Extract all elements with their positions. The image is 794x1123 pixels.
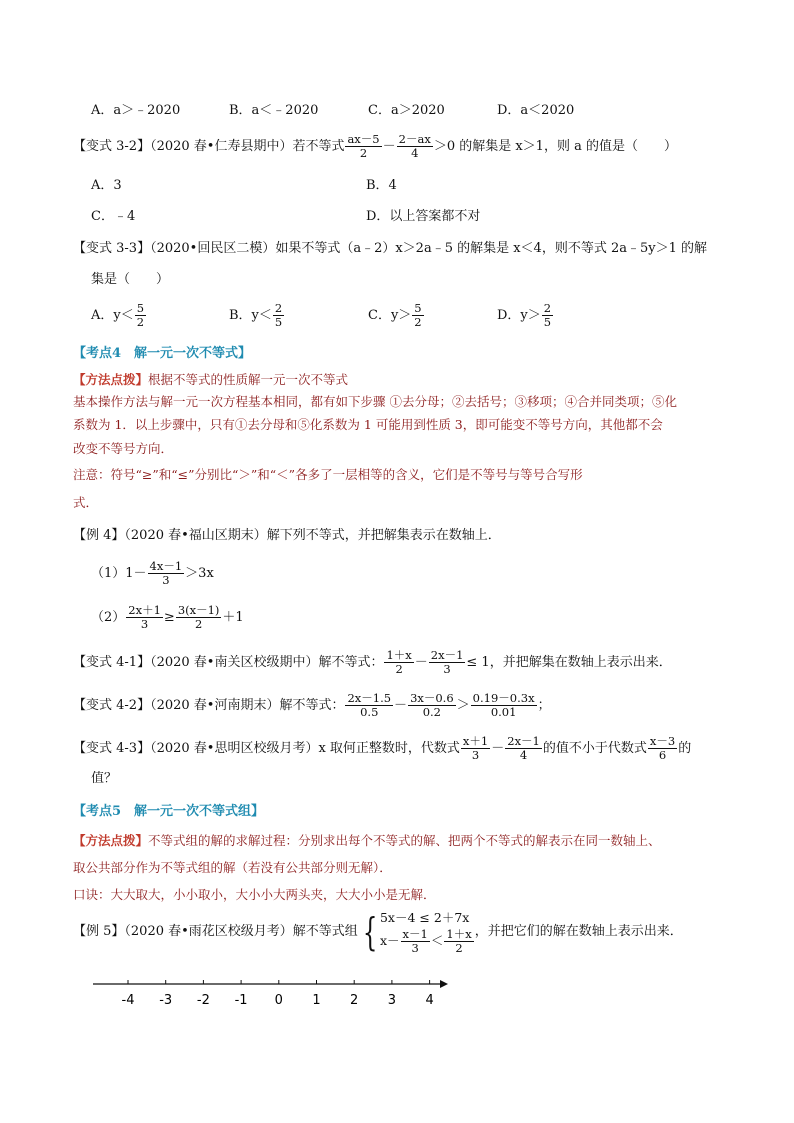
- tick-label: 1: [312, 993, 321, 1008]
- tick-label: 4: [425, 993, 434, 1008]
- option-b: B．a＜﹣2020: [229, 103, 319, 118]
- method-note-cont: 式．: [73, 495, 99, 510]
- q3-3-option-c: C．y＞ $\frac{5}{2}$: [368, 301, 422, 329]
- question-4-1: 【变式 4-1】（2020 春•南关区校级期中）解不等式： $\frac{1+x}{2}$ － $\frac{2x-1}{3}$ ≤ 1，并把解集在数轴上表示出来．: [73, 648, 672, 676]
- method-5-mnemonic: 口诀：大大取大，小小取小，大小小大两头夹，大大小小是无解．: [73, 887, 436, 902]
- method-tip-4: 【方法点拨】根据不等式的性质解一元一次不等式: [73, 372, 349, 387]
- method-5-line-2: 取公共部分作为不等式组的解（若没有公共部分则无解）．: [73, 860, 392, 875]
- q3-3-option-b: B．y＜ $\frac{2}{5}$: [229, 301, 283, 329]
- question-4-3-cont: 值？: [91, 771, 118, 786]
- method-line-1: 基本操作方法与解一元一次方程基本相同，都有如下步骤 ①去分母；②去括号；③移项；④合并同类项；⑤化: [73, 394, 677, 409]
- tick-label: 3: [387, 993, 397, 1008]
- method-line-2: 系数为 1．以上步骤中，只有①去分母和⑤化系数为 1 可能用到性质 3，即可能变不等号方向，其他都不会: [73, 417, 663, 432]
- question-3-2: 【变式 3-2】（2020 春•仁寿县期中）若不等式 $\frac{ax-5}{2}$ － $\frac{2-ax}{4}$ ＞0 的解集是 x＞1，则 a 的值是（ ）: [73, 132, 677, 160]
- question-4-2: 【变式 4-2】（2020 春•河南期末）解不等式： $\frac{2x-1.5}{0.5}$ － $\frac{3x-0.6}{0.2}$ ＞ $\frac{0.19-0.3x}{0.01}$ ；: [73, 691, 551, 719]
- q3-3-option-d: D．y＞ $\frac{2}{5}$: [497, 301, 552, 329]
- q3-2-option-d: D．以上答案都不对: [366, 209, 481, 224]
- option-c: C．a＞2020: [368, 103, 445, 118]
- example-4-title: 【例 4】（2020 春•福山区期末）解下列不等式，并把解集表示在数轴上．: [73, 528, 501, 543]
- axis-arrow: [440, 980, 448, 988]
- tick-label: -4: [121, 993, 135, 1008]
- number-line: [0, 970, 794, 1030]
- q3-3-option-a: A．y＜ $\frac{5}{2}$: [91, 301, 145, 329]
- example-4-part-1: （1）1－ $\frac{4x-1}{3}$ ＞3x: [91, 559, 214, 587]
- tick-label: -3: [159, 993, 173, 1008]
- section-heading-5: 【考点5 解一元一次不等式组】: [73, 804, 265, 819]
- method-note: 注意：符号“≥”和“≤”分别比“＞”和“＜”各多了一层相等的含义，它们是不等号与等号合写形: [73, 467, 583, 482]
- tick-label: -2: [196, 993, 210, 1008]
- tick-label: -1: [234, 993, 248, 1008]
- section-heading-4: 【考点4 解一元一次不等式】: [73, 346, 252, 361]
- tick-label: 0: [274, 993, 283, 1008]
- question-4-3: 【变式 4-3】（2020 春•思明区校级月考）x 取何正整数时，代数式 $\frac{x+1}{3}$ － $\frac{2x-1}{4}$ 的值不小于代数式 $\frac{x-3}{6}$ 的: [73, 734, 692, 762]
- example-4-part-2: （2） $\frac{2x+1}{3}$ ≥ $\frac{3(x-1)}{2}$ ＋1: [91, 603, 244, 631]
- q3-2-option-b: B．4: [366, 178, 397, 193]
- option-a: A．a＞﹣2020: [91, 103, 181, 118]
- q3-2-option-a: A．3: [91, 178, 122, 193]
- q3-2-option-c: C．﹣4: [91, 209, 136, 224]
- option-d: D．a＜2020: [497, 103, 575, 118]
- method-tip-5: 【方法点拨】不等式组的解的求解过程：分别求出每个不等式的解、把两个不等式的解表示在同一数轴上、: [73, 833, 661, 848]
- example-5: 【例 5】（2020 春•雨花区校级月考）解不等式组 { 5x－4 ≤ 2＋7x x－ $\frac{x-1}{3}$ ＜ $\frac{1+x}{2}$ ，并把它们的解在数轴上表示出来．: [73, 909, 683, 955]
- question-3-3: 【变式 3-3】（2020•回民区二模）如果不等式（a﹣2）x＞2a﹣5 的解集是 x＜4，则不等式 2a﹣5y＞1 的解: [73, 241, 708, 256]
- inequality-system: { 5x－4 ≤ 2＋7x x－ $\frac{x-1}{3}$ ＜ $\frac{1+x}{2}$: [362, 909, 472, 955]
- question-3-3-cont: 集是（ ）: [91, 272, 170, 287]
- method-line-3: 改变不等号方向．: [73, 441, 174, 456]
- tick-label: 2: [350, 993, 359, 1008]
